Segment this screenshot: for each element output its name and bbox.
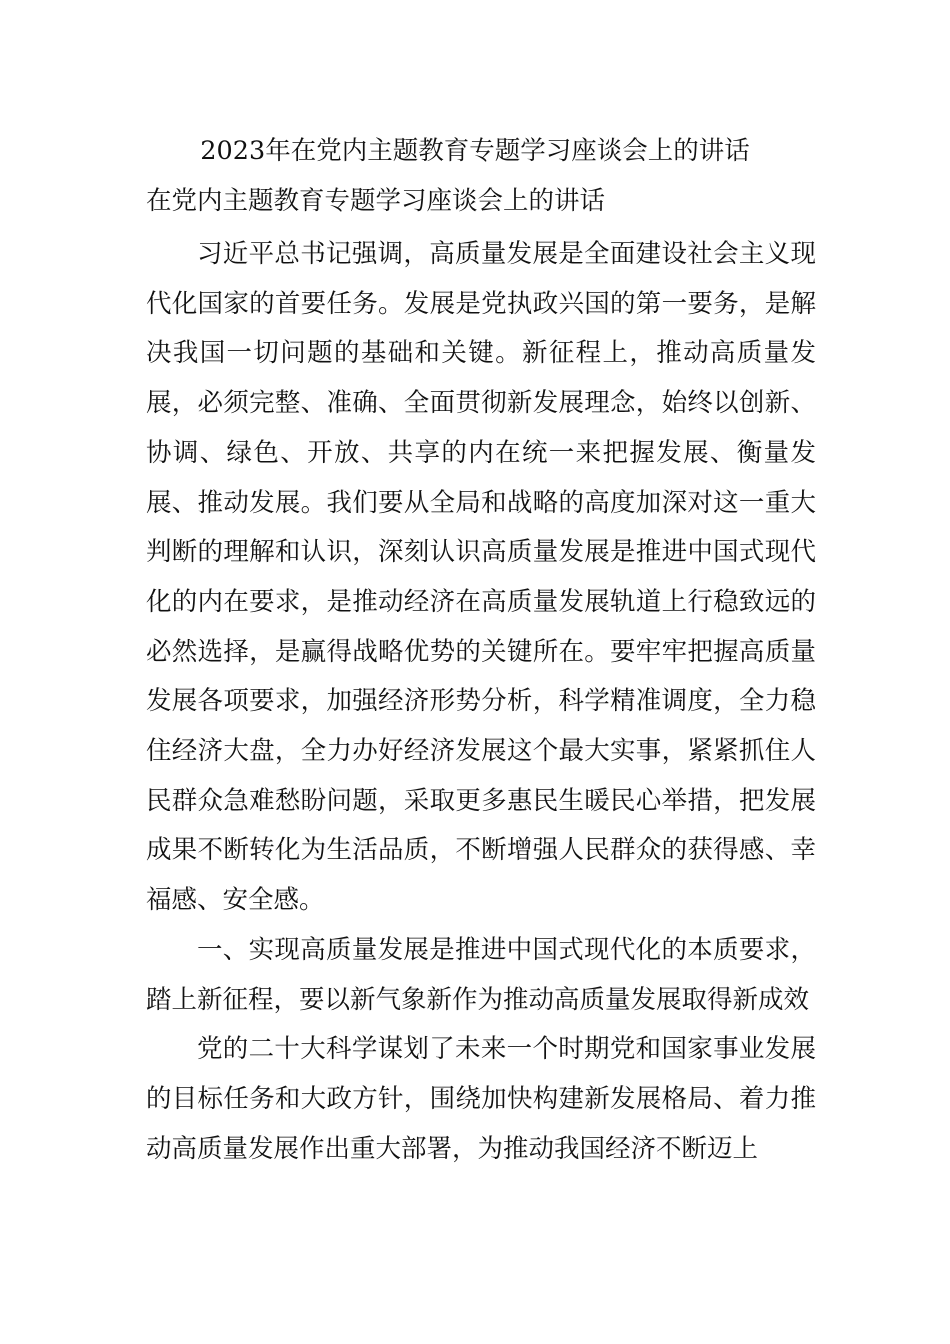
paragraph-section-1: 党的二十大科学谋划了未来一个时期党和国家事业发展的目标任务和大政方针，围绕加快构建新发展格局、着力推动高质量发展作出重大部署，为推动我国经济不断迈上 bbox=[146, 1034, 816, 1164]
section-heading-1: 一、实现高质量发展是推进中国式现代化的本质要求，踏上新征程，要以新气象新作为推动高质量发展取得新成效 bbox=[146, 934, 816, 1015]
paragraph-intro: 习近平总书记强调，高质量发展是全面建设社会主义现代化国家的首要任务。发展是党执政兴国的第一要务，是解决我国一切问题的基础和关键。新征程上，推动高质量发展，必须完整、准确、全面贯彻新发展理念，始终以创新、协调、绿色、开放、共享的内在统一来把握发展、衡量发展、推动发展。我们要从全局和战略的高度加深对这一重大判断的理解和认识，深刻认识高质量发展是推进中国式现代化的内在要求，是推动经济在高质量发展轨道上行稳致远的必然选择，是赢得战略优势的关键所在。要牢牢把握高质量发展各项要求，加强经济形势分析，科学精准调度，全力稳住经济大盘，全力办好经济发展这个最大实事，紧紧抓住人民群众急难愁盼问题，采取更多惠民生暖民心举措，把发展成果不断转化为生活品质，不断增强人民群众的获得感、幸福感、安全感。 bbox=[146, 239, 816, 916]
document-title: 2023年在党内主题教育专题学习座谈会上的讲话 bbox=[200, 136, 750, 166]
document-subtitle: 在党内主题教育专题学习座谈会上的讲话 bbox=[146, 186, 606, 216]
document-body bbox=[146, 230, 816, 1174]
